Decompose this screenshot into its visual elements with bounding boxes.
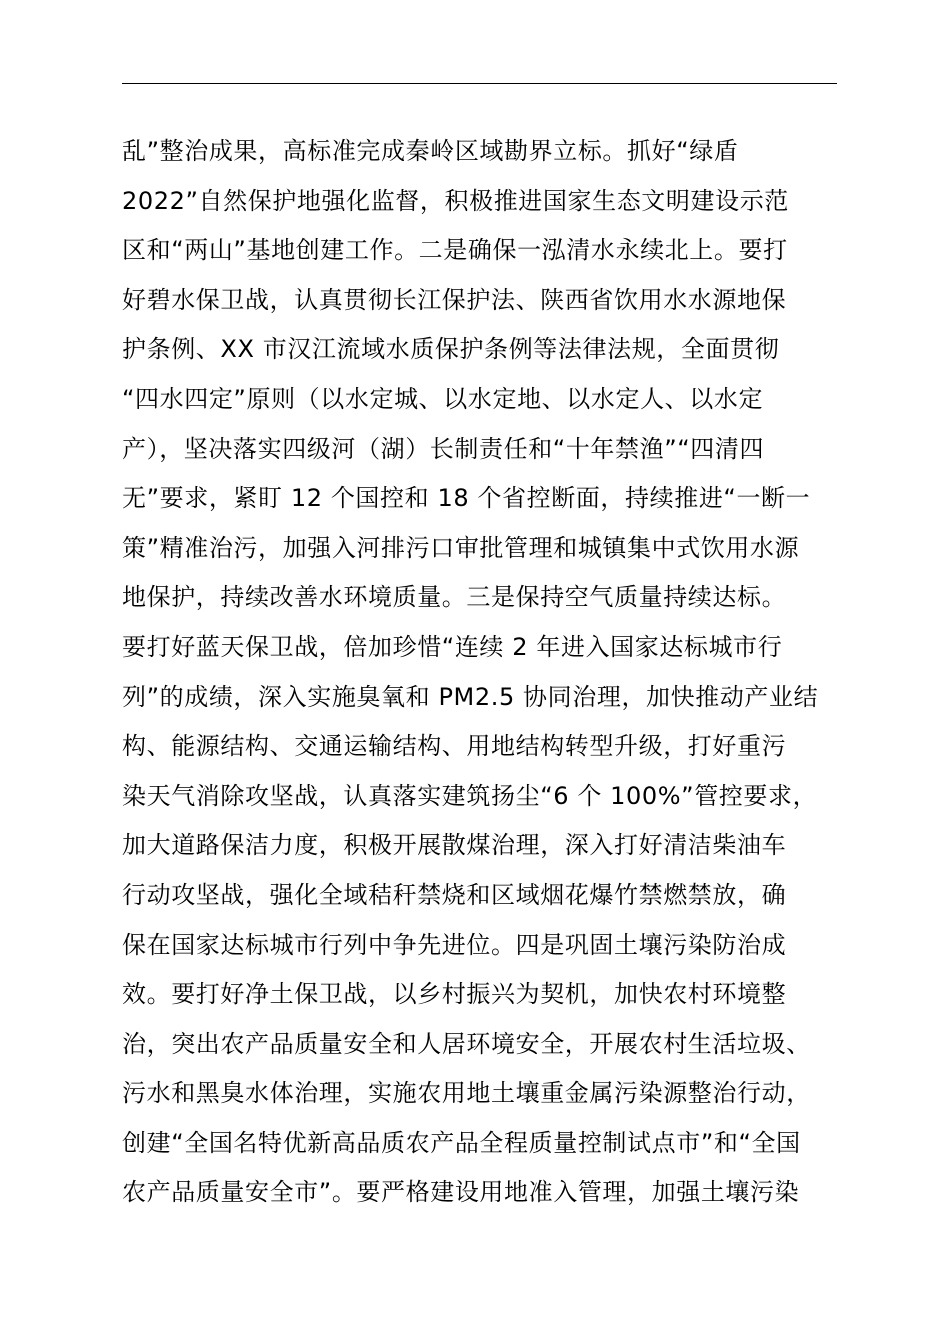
text-line: 区和“两山”基地创建工作。二是确保一泓清水永续北上。要打: [122, 236, 788, 265]
text-line: 地保护，持续改善水环境质量。三是保持空气质量持续达标。: [122, 583, 787, 612]
text-line: 产），坚决落实四级河（湖）长制责任和“十年禁渔”“四清四: [122, 434, 765, 463]
text-line: 策”精准治污，加强入河排污口审批管理和城镇集中式饮用水源: [122, 533, 800, 562]
body-text: [122, 127, 862, 1218]
header-rule: [122, 83, 837, 84]
text-line: 污水和黑臭水体治理，实施农用地土壤重金属污染源整治行动，: [122, 1079, 811, 1108]
text-line: 2022”自然保护地强化监督，积极推进国家生态文明建设示范: [122, 186, 789, 215]
text-line: 好碧水保卫战，认真贯彻长江保护法、陕西省饮用水水源地保: [122, 285, 787, 314]
text-line: 效。要打好净土保卫战，以乡村振兴为契机，加快农村环境整: [122, 980, 787, 1009]
text-line: 构、能源结构、交通运输结构、用地结构转型升级，打好重污: [122, 732, 787, 761]
text-line: 保在国家达标城市行列中争先进位。四是巩固土壤污染防治成: [122, 930, 787, 959]
text-line: 行动攻坚战，强化全域秸秆禁烧和区域烟花爆竹禁燃禁放，确: [122, 880, 787, 909]
text-line: 无”要求，紧盯 12 个国控和 18 个省控断面，持续推进“一断一: [122, 484, 811, 513]
text-line: 列”的成绩，深入实施臭氧和 PM2.5 协同治理，加快推动产业结: [122, 682, 819, 711]
text-line: 治，突出农产品质量安全和人居环境安全，开展农村生活垃圾、: [122, 1029, 811, 1058]
text-line: 加大道路保洁力度，积极开展散煤治理，深入打好清洁柴油车: [122, 831, 787, 860]
text-line: 创建“全国名特优新高品质农产品全程质量控制试点市”和“全国: [122, 1128, 801, 1157]
text-line: 染天气消除攻坚战，认真落实建筑扬尘“6 个 100%”管控要求，: [122, 781, 818, 810]
text-line: 要打好蓝天保卫战，倍加珍惜“连续 2 年进入国家达标城市行: [122, 632, 783, 661]
text-line: “四水四定”原则（以水定城、以水定地、以水定人、以水定: [122, 384, 764, 413]
text-line: 乱”整治成果，高标准完成秦岭区域勘界立标。抓好“绿盾: [122, 137, 739, 165]
text-line: 农产品质量安全市”。要严格建设用地准入管理，加强土壤污染: [122, 1178, 800, 1207]
text-line: 护条例、XX 市汉江流域水质保护条例等法律法规，全面贯彻: [122, 335, 780, 364]
